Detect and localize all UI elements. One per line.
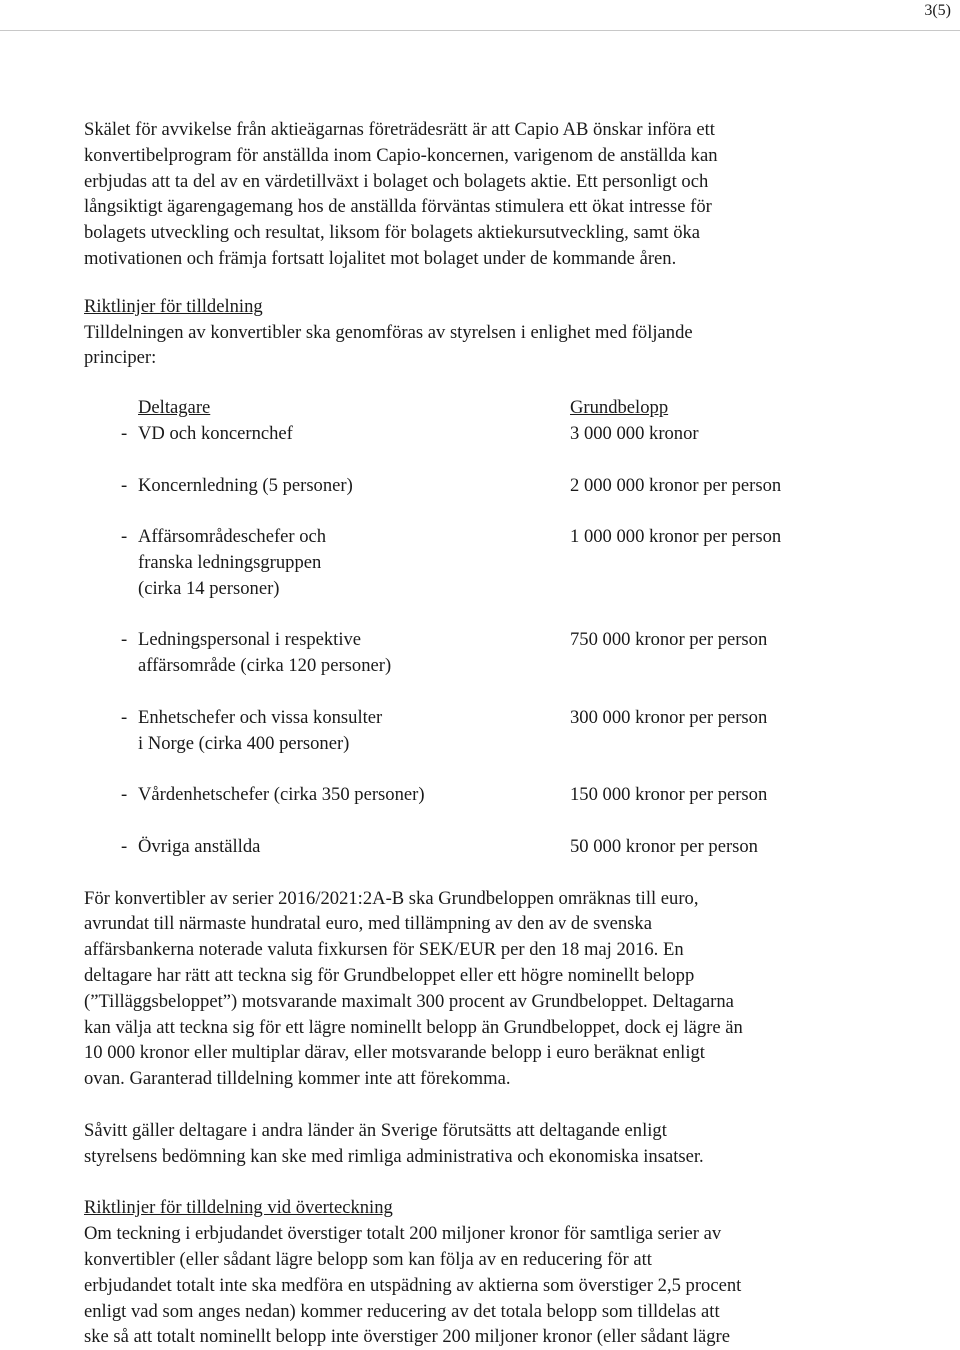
- text-line: styrelsens bedömning kan ske med rimliga administrativa och ekonomiska insatser.: [84, 1145, 704, 1167]
- text-line: Skälet för avvikelse från aktieägarnas företrädesrätt är att Capio AB önskar införa ett: [84, 119, 715, 140]
- participant-cell: Övriga anställda: [138, 835, 261, 857]
- text-line: principer:: [84, 347, 157, 369]
- header-rule: [0, 30, 960, 31]
- amount-cell: 50 000 kronor per person: [570, 835, 758, 857]
- table-row: [84, 473, 884, 499]
- list-dash: -: [121, 474, 128, 496]
- text-line: långsiktigt ägarengagemang hos de anställda förväntas stimulera ett ökat intresse för: [84, 196, 712, 218]
- participant-cell: Koncernledning (5 personer): [138, 474, 353, 496]
- text-line: affärsbankerna noterade valuta fixkursen för SEK/EUR per den 18 maj 2016. En: [84, 939, 684, 961]
- oversubscription-section: [84, 1195, 884, 1350]
- table-row: [84, 782, 884, 808]
- participant-cell: Ledningspersonal i respektive affärsområde (cirka 120 personer): [138, 629, 392, 677]
- text-line: bolagets utveckling och resultat, liksom för bolagets aktiekursutveckling, samt öka: [84, 222, 701, 244]
- amount-cell: 150 000 kronor per person: [570, 784, 768, 806]
- text-line: motivationen och främja fortsatt lojalitet mot bolaget under de kommande åren.: [84, 247, 677, 269]
- list-dash: -: [121, 835, 128, 857]
- table-row: [84, 524, 884, 601]
- amount-cell: 750 000 kronor per person: [570, 629, 768, 651]
- euro-paragraph: [84, 886, 884, 1092]
- participant-cell: Enhetschefer och vissa konsulter i Norge (cirka 400 personer): [138, 706, 383, 754]
- text-line: Om teckning i erbjudandet överstiger totalt 200 miljoner kronor för samtliga serier av: [84, 1223, 722, 1245]
- participant-cell: VD och koncernchef: [138, 422, 293, 444]
- text-line: kan välja att teckna sig för ett lägre nominellt belopp än Grundbeloppet, dock ej lägre än: [84, 1016, 743, 1038]
- table-row: [84, 627, 884, 679]
- text-line: För konvertibler av serier 2016/2021:2A-B ska Grundbeloppen omräknas till euro,: [84, 887, 699, 909]
- table-row: [84, 834, 884, 860]
- text-line: erbjudas att ta del av en värdetillväxt i bolaget och bolagets aktie. Ett personligt och: [84, 170, 709, 192]
- text-line: ske så att totalt nominellt belopp inte överstiger 200 miljoner kronor (eller sådant lägre: [84, 1326, 730, 1348]
- foreign-participants-paragraph: [84, 1118, 884, 1170]
- table-row: [84, 421, 884, 447]
- text-line: avrundat till närmaste hundratal euro, med tillämpning av den av de svenska: [84, 913, 652, 935]
- oversubscription-heading: Riktlinjer för tilldelning vid överteckning: [84, 1197, 393, 1219]
- amount-cell: 3 000 000 kronor: [570, 422, 699, 444]
- text-line: Såvitt gäller deltagare i andra länder än Sverige förutsätts att deltagande enligt: [84, 1119, 667, 1141]
- text-line: konvertibelprogram för anställda inom Capio-koncernen, varigenom de anställda kan: [84, 144, 718, 166]
- text-line: erbjudandet totalt inte ska medföra en utspädning av aktierna som överstiger 2,5 procent: [84, 1274, 742, 1296]
- participant-cell: Vårdenhetschefer (cirka 350 personer): [138, 784, 425, 806]
- amount-cell: 2 000 000 kronor per person: [570, 474, 782, 496]
- text-line: enligt vad som anges nedan) kommer reducering av det totala belopp som tilldelas att: [84, 1300, 720, 1322]
- page-number: 3(5): [924, 2, 951, 19]
- text-line: 10 000 kronor eller multiplar därav, eller motsvarande belopp i euro beräknat enligt: [84, 1042, 705, 1064]
- participant-column-header: Deltagare: [138, 397, 211, 419]
- list-dash: -: [121, 706, 128, 728]
- amount-cell: 300 000 kronor per person: [570, 706, 768, 728]
- intro-paragraph: [84, 117, 884, 272]
- allocation-heading: Riktlinjer för tilldelning: [84, 295, 263, 317]
- participant-cell: Affärsområdeschefer och franska ledningsgruppen (cirka 14 personer): [138, 526, 327, 599]
- amount-cell: 1 000 000 kronor per person: [570, 526, 782, 548]
- table-header-row: [84, 395, 884, 421]
- text-line: (”Tilläggsbeloppet”) motsvarande maximalt 300 procent av Grundbeloppet. Deltagarna: [84, 990, 734, 1012]
- list-dash: -: [121, 526, 128, 548]
- list-dash: -: [121, 629, 128, 651]
- text-line: konvertibler (eller sådant lägre belopp som kan följa av en reducering för att: [84, 1249, 652, 1271]
- table-row: [84, 705, 884, 757]
- allocation-section: [84, 294, 884, 371]
- text-line: Tilldelningen av konvertibler ska genomföras av styrelsen i enlighet med följande: [84, 321, 693, 343]
- text-line: deltagare har rätt att teckna sig för Grundbeloppet eller ett högre nominellt belopp: [84, 964, 695, 986]
- allocation-table: [84, 395, 884, 859]
- list-dash: -: [121, 422, 128, 444]
- text-line: ovan. Garanterad tilldelning kommer inte att förekomma.: [84, 1068, 511, 1090]
- document-body: [84, 117, 884, 1350]
- amount-column-header: Grundbelopp: [570, 397, 669, 419]
- list-dash: -: [121, 784, 128, 806]
